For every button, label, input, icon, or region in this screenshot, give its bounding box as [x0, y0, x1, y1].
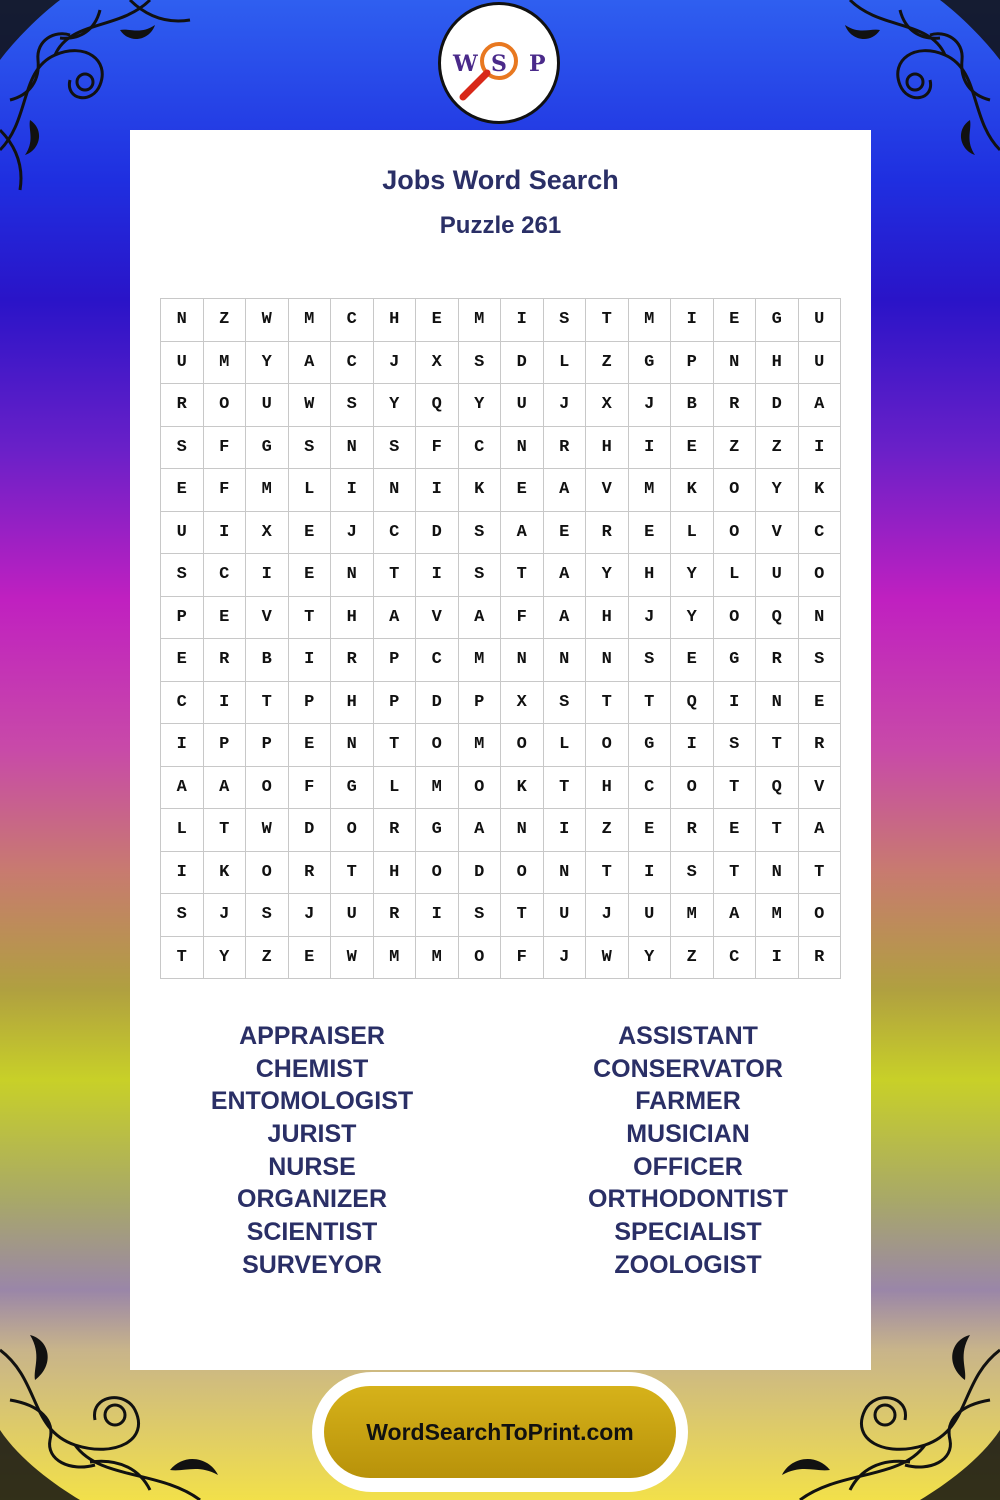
grid-cell[interactable]: T — [161, 937, 204, 980]
grid-cell[interactable]: O — [204, 384, 247, 427]
word-list-item: OFFICER — [633, 1152, 743, 1181]
grid-cell[interactable]: U — [544, 894, 587, 937]
grid-cell[interactable]: E — [204, 597, 247, 640]
grid-cell[interactable]: L — [671, 512, 714, 555]
grid-cell[interactable]: T — [714, 767, 757, 810]
grid-cell[interactable]: U — [756, 554, 799, 597]
grid-cell[interactable]: C — [331, 299, 374, 342]
grid-cell[interactable]: G — [331, 767, 374, 810]
grid-cell[interactable]: H — [374, 852, 417, 895]
grid-cell[interactable]: I — [204, 512, 247, 555]
grid-cell[interactable]: N — [331, 724, 374, 767]
grid-cell[interactable]: T — [374, 724, 417, 767]
grid-cell[interactable]: J — [289, 894, 332, 937]
grid-cell[interactable]: V — [246, 597, 289, 640]
grid-cell[interactable]: S — [331, 384, 374, 427]
grid-cell[interactable]: T — [799, 852, 842, 895]
grid-cell[interactable]: E — [501, 469, 544, 512]
grid-cell[interactable]: T — [544, 767, 587, 810]
grid-cell[interactable]: F — [501, 597, 544, 640]
grid-cell[interactable]: I — [416, 469, 459, 512]
grid-cell[interactable]: O — [586, 724, 629, 767]
word-list-item: ENTOMOLOGIST — [210, 1087, 414, 1116]
grid-cell[interactable]: N — [374, 469, 417, 512]
grid-cell[interactable]: I — [246, 554, 289, 597]
grid-cell[interactable]: I — [501, 299, 544, 342]
grid-cell[interactable]: J — [374, 342, 417, 385]
grid-cell[interactable]: D — [416, 682, 459, 725]
grid-cell[interactable]: J — [331, 512, 374, 555]
grid-cell[interactable]: I — [629, 427, 672, 470]
grid-cell[interactable]: C — [714, 937, 757, 980]
grid-cell[interactable]: H — [756, 342, 799, 385]
grid-cell[interactable]: A — [374, 597, 417, 640]
grid-cell[interactable]: W — [586, 937, 629, 980]
grid-cell[interactable]: H — [331, 682, 374, 725]
grid-cell[interactable]: W — [246, 299, 289, 342]
grid-cell[interactable]: E — [289, 512, 332, 555]
grid-cell[interactable]: T — [586, 852, 629, 895]
grid-cell[interactable]: N — [586, 639, 629, 682]
grid-cell[interactable]: R — [714, 384, 757, 427]
grid-cell[interactable]: U — [331, 894, 374, 937]
word-list-item: SPECIALIST — [614, 1218, 762, 1247]
grid-cell[interactable]: O — [416, 852, 459, 895]
grid-cell[interactable]: Y — [374, 384, 417, 427]
grid-cell[interactable]: K — [459, 469, 502, 512]
grid-cell[interactable]: A — [544, 469, 587, 512]
grid-cell[interactable]: V — [756, 512, 799, 555]
grid-cell[interactable]: Q — [756, 597, 799, 640]
grid-cell[interactable]: D — [756, 384, 799, 427]
grid-cell[interactable]: Y — [246, 342, 289, 385]
grid-cell[interactable]: S — [459, 894, 502, 937]
grid-cell[interactable]: T — [204, 809, 247, 852]
grid-cell[interactable]: N — [756, 682, 799, 725]
grid-cell[interactable]: E — [671, 427, 714, 470]
grid-cell[interactable]: R — [544, 427, 587, 470]
grid-cell[interactable]: G — [629, 342, 672, 385]
grid-cell[interactable]: Y — [629, 937, 672, 980]
grid-cell[interactable]: T — [501, 894, 544, 937]
grid-cell[interactable]: E — [714, 809, 757, 852]
word-list-item: ASSISTANT — [618, 1022, 758, 1050]
grid-cell[interactable]: S — [544, 682, 587, 725]
word-list-item: JURIST — [267, 1120, 357, 1149]
grid-cell[interactable]: L — [289, 469, 332, 512]
grid-cell[interactable]: E — [629, 512, 672, 555]
grid-cell[interactable]: J — [629, 384, 672, 427]
grid-cell[interactable]: O — [501, 852, 544, 895]
grid-cell[interactable]: Y — [671, 554, 714, 597]
grid-cell[interactable]: R — [671, 809, 714, 852]
grid-cell[interactable]: H — [586, 427, 629, 470]
grid-cell[interactable]: X — [586, 384, 629, 427]
grid-cell[interactable]: M — [204, 342, 247, 385]
grid-cell[interactable]: E — [629, 809, 672, 852]
word-list-item: CHEMIST — [255, 1054, 369, 1083]
word-list-item: CONSERVATOR — [593, 1054, 783, 1083]
grid-cell[interactable]: P — [374, 682, 417, 725]
grid-cell[interactable]: M — [671, 894, 714, 937]
grid-cell[interactable]: R — [799, 724, 842, 767]
grid-cell[interactable]: C — [204, 554, 247, 597]
grid-cell[interactable]: T — [246, 682, 289, 725]
grid-cell[interactable]: A — [459, 809, 502, 852]
grid-cell[interactable]: M — [459, 639, 502, 682]
logo-letter-s: S — [491, 51, 507, 77]
grid-cell[interactable]: I — [799, 427, 842, 470]
grid-cell[interactable]: K — [204, 852, 247, 895]
grid-cell[interactable]: X — [501, 682, 544, 725]
puzzle-number: Puzzle 261 — [439, 212, 562, 239]
grid-cell[interactable]: J — [629, 597, 672, 640]
word-list-item: APPRAISER — [239, 1022, 385, 1050]
grid-cell[interactable]: H — [586, 597, 629, 640]
grid-cell[interactable]: I — [756, 937, 799, 980]
grid-cell[interactable]: I — [204, 682, 247, 725]
grid-cell[interactable]: H — [586, 767, 629, 810]
word-list-item: ORTHODONTIST — [588, 1185, 788, 1214]
grid-cell[interactable]: U — [501, 384, 544, 427]
grid-cell[interactable]: S — [629, 639, 672, 682]
grid-cell[interactable]: R — [756, 639, 799, 682]
grid-cell[interactable]: W — [246, 809, 289, 852]
grid-cell[interactable]: G — [629, 724, 672, 767]
grid-cell[interactable]: T — [289, 597, 332, 640]
grid-cell[interactable]: J — [204, 894, 247, 937]
grid-cell[interactable]: X — [246, 512, 289, 555]
grid-cell[interactable]: I — [544, 809, 587, 852]
grid-cell[interactable]: R — [331, 639, 374, 682]
grid-cell[interactable]: C — [374, 512, 417, 555]
grid-cell[interactable]: T — [586, 682, 629, 725]
grid-cell[interactable]: M — [374, 937, 417, 980]
grid-cell[interactable]: M — [416, 937, 459, 980]
grid-cell[interactable]: V — [799, 767, 842, 810]
grid-cell[interactable]: F — [416, 427, 459, 470]
grid-cell[interactable]: Q — [671, 682, 714, 725]
grid-cell[interactable]: N — [544, 852, 587, 895]
grid-cell[interactable]: K — [799, 469, 842, 512]
puzzle-card — [130, 130, 871, 1370]
grid-cell[interactable]: H — [629, 554, 672, 597]
grid-cell[interactable]: N — [756, 852, 799, 895]
grid-cell[interactable]: L — [374, 767, 417, 810]
grid-cell[interactable]: Q — [756, 767, 799, 810]
grid-cell[interactable]: Z — [756, 427, 799, 470]
grid-cell[interactable]: S — [459, 554, 502, 597]
grid-cell[interactable]: M — [629, 299, 672, 342]
grid-cell[interactable]: Z — [714, 427, 757, 470]
grid-cell[interactable]: S — [459, 512, 502, 555]
grid-cell[interactable]: P — [204, 724, 247, 767]
grid-cell[interactable]: F — [204, 469, 247, 512]
grid-cell[interactable]: S — [374, 427, 417, 470]
grid-cell[interactable]: N — [501, 427, 544, 470]
grid-cell[interactable]: I — [629, 852, 672, 895]
grid-cell[interactable]: O — [714, 597, 757, 640]
grid-cell[interactable]: O — [671, 767, 714, 810]
grid-cell[interactable]: M — [756, 894, 799, 937]
grid-cell[interactable]: Z — [204, 299, 247, 342]
grid-cell[interactable]: I — [161, 852, 204, 895]
grid-cell[interactable]: E — [714, 299, 757, 342]
grid-cell[interactable]: N — [161, 299, 204, 342]
grid-cell[interactable]: H — [331, 597, 374, 640]
grid-cell[interactable]: N — [714, 342, 757, 385]
grid-cell[interactable]: Y — [204, 937, 247, 980]
grid-cell[interactable]: T — [714, 852, 757, 895]
grid-cell[interactable]: O — [799, 894, 842, 937]
grid-cell[interactable]: A — [799, 809, 842, 852]
word-list-item: SURVEYOR — [242, 1250, 382, 1279]
grid-cell[interactable]: A — [544, 597, 587, 640]
grid-cell[interactable]: E — [671, 639, 714, 682]
logo-letter-p: P — [529, 51, 546, 77]
grid-cell[interactable]: N — [544, 639, 587, 682]
grid-cell[interactable]: S — [459, 342, 502, 385]
logo-letter-w: W — [453, 51, 478, 77]
grid-cell[interactable]: G — [416, 809, 459, 852]
grid-cell[interactable]: T — [756, 724, 799, 767]
grid-cell[interactable]: O — [714, 512, 757, 555]
grid-cell[interactable]: T — [374, 554, 417, 597]
grid-cell[interactable]: K — [501, 767, 544, 810]
site-link[interactable]: WordSearchToPrint.com — [324, 1386, 676, 1478]
grid-cell[interactable]: M — [629, 469, 672, 512]
grid-cell[interactable]: S — [161, 894, 204, 937]
grid-cell[interactable]: O — [501, 724, 544, 767]
grid-cell[interactable]: T — [501, 554, 544, 597]
grid-cell[interactable]: Z — [586, 342, 629, 385]
grid-cell[interactable]: Z — [586, 809, 629, 852]
grid-cell[interactable]: Z — [246, 937, 289, 980]
grid-cell[interactable]: Y — [459, 384, 502, 427]
grid-cell[interactable]: P — [289, 682, 332, 725]
grid-cell[interactable]: Y — [756, 469, 799, 512]
grid-cell[interactable]: F — [204, 427, 247, 470]
grid-cell[interactable]: I — [416, 554, 459, 597]
grid-cell[interactable]: I — [714, 682, 757, 725]
word-list-item: ZOOLOGIST — [614, 1250, 762, 1279]
grid-cell[interactable]: J — [586, 894, 629, 937]
grid-cell[interactable]: M — [246, 469, 289, 512]
letter-grid — [160, 298, 841, 979]
grid-cell[interactable]: A — [459, 597, 502, 640]
grid-cell[interactable]: L — [714, 554, 757, 597]
grid-cell[interactable]: Q — [416, 384, 459, 427]
grid-cell[interactable]: T — [629, 682, 672, 725]
grid-cell[interactable]: P — [374, 639, 417, 682]
grid-cell[interactable]: G — [246, 427, 289, 470]
word-list-item: SCIENTIST — [246, 1218, 378, 1247]
grid-cell[interactable]: O — [799, 554, 842, 597]
grid-cell[interactable]: S — [246, 894, 289, 937]
grid-cell[interactable]: M — [459, 299, 502, 342]
grid-cell[interactable]: J — [544, 384, 587, 427]
grid-cell[interactable]: C — [416, 639, 459, 682]
footer-badge — [312, 1372, 688, 1492]
grid-cell[interactable]: O — [246, 852, 289, 895]
grid-cell[interactable]: F — [289, 767, 332, 810]
grid-cell[interactable]: O — [714, 469, 757, 512]
grid-cell[interactable]: M — [459, 724, 502, 767]
grid-cell[interactable]: U — [161, 512, 204, 555]
grid-cell[interactable]: E — [161, 639, 204, 682]
grid-cell[interactable]: M — [289, 299, 332, 342]
grid-cell[interactable]: N — [501, 639, 544, 682]
grid-cell[interactable]: W — [289, 384, 332, 427]
grid-cell[interactable]: C — [799, 512, 842, 555]
grid-cell[interactable]: S — [671, 852, 714, 895]
grid-cell[interactable]: T — [331, 852, 374, 895]
grid-cell[interactable]: F — [501, 937, 544, 980]
grid-cell[interactable]: L — [161, 809, 204, 852]
grid-cell[interactable]: J — [544, 937, 587, 980]
grid-cell[interactable]: A — [544, 554, 587, 597]
grid-cell[interactable]: I — [671, 724, 714, 767]
grid-cell[interactable]: C — [161, 682, 204, 725]
grid-cell[interactable]: D — [459, 852, 502, 895]
grid-cell[interactable]: O — [459, 767, 502, 810]
grid-cell[interactable]: U — [161, 342, 204, 385]
grid-cell[interactable]: R — [289, 852, 332, 895]
grid-cell[interactable]: R — [161, 384, 204, 427]
grid-cell[interactable]: B — [246, 639, 289, 682]
grid-cell[interactable]: D — [416, 512, 459, 555]
grid-cell[interactable]: W — [331, 937, 374, 980]
grid-cell[interactable]: A — [204, 767, 247, 810]
grid-cell[interactable]: Y — [586, 554, 629, 597]
grid-cell[interactable]: I — [331, 469, 374, 512]
grid-cell[interactable]: C — [331, 342, 374, 385]
grid-cell[interactable]: I — [671, 299, 714, 342]
grid-cell[interactable]: S — [289, 427, 332, 470]
grid-cell[interactable]: E — [289, 937, 332, 980]
word-list-item: MUSICIAN — [626, 1120, 750, 1149]
grid-cell[interactable]: A — [289, 342, 332, 385]
grid-cell[interactable]: P — [459, 682, 502, 725]
grid-cell[interactable]: R — [586, 512, 629, 555]
grid-cell[interactable]: V — [416, 597, 459, 640]
grid-cell[interactable]: B — [671, 384, 714, 427]
grid-cell[interactable]: E — [799, 682, 842, 725]
grid-cell[interactable]: X — [416, 342, 459, 385]
grid-cell[interactable]: N — [501, 809, 544, 852]
grid-cell[interactable]: P — [246, 724, 289, 767]
page-title: Jobs Word Search — [382, 165, 619, 195]
grid-cell[interactable]: Y — [671, 597, 714, 640]
grid-cell[interactable]: U — [246, 384, 289, 427]
grid-cell[interactable]: I — [416, 894, 459, 937]
grid-cell[interactable]: O — [416, 724, 459, 767]
grid-cell[interactable]: S — [161, 427, 204, 470]
grid-cell[interactable]: U — [629, 894, 672, 937]
grid-cell[interactable]: G — [756, 299, 799, 342]
grid-cell[interactable]: A — [161, 767, 204, 810]
grid-cell[interactable]: O — [331, 809, 374, 852]
grid-cell[interactable]: D — [289, 809, 332, 852]
site-logo[interactable] — [438, 2, 560, 124]
grid-cell[interactable]: T — [586, 299, 629, 342]
grid-cell[interactable]: C — [459, 427, 502, 470]
grid-cell[interactable]: P — [161, 597, 204, 640]
grid-cell[interactable]: L — [544, 342, 587, 385]
grid-cell[interactable]: N — [331, 427, 374, 470]
grid-cell[interactable]: S — [799, 639, 842, 682]
grid-cell[interactable]: E — [161, 469, 204, 512]
grid-cell[interactable]: G — [714, 639, 757, 682]
grid-cell[interactable]: U — [799, 342, 842, 385]
grid-cell[interactable]: O — [459, 937, 502, 980]
grid-cell[interactable]: I — [289, 639, 332, 682]
grid-cell[interactable]: E — [544, 512, 587, 555]
grid-cell[interactable]: T — [756, 809, 799, 852]
word-list-item: NURSE — [268, 1152, 356, 1181]
grid-cell[interactable]: I — [161, 724, 204, 767]
grid-cell[interactable]: R — [204, 639, 247, 682]
word-list-left-column — [130, 1020, 494, 1282]
grid-cell[interactable]: P — [671, 342, 714, 385]
grid-cell[interactable]: E — [289, 554, 332, 597]
grid-cell[interactable]: V — [586, 469, 629, 512]
word-list-item: ORGANIZER — [237, 1185, 387, 1214]
grid-cell[interactable]: A — [714, 894, 757, 937]
grid-cell[interactable]: R — [374, 894, 417, 937]
grid-cell[interactable]: L — [544, 724, 587, 767]
grid-cell[interactable]: O — [246, 767, 289, 810]
grid-cell[interactable]: C — [629, 767, 672, 810]
grid-cell[interactable]: E — [289, 724, 332, 767]
word-list-item: FARMER — [635, 1087, 741, 1116]
grid-cell[interactable]: Z — [671, 937, 714, 980]
grid-cell[interactable]: S — [161, 554, 204, 597]
grid-cell[interactable]: A — [501, 512, 544, 555]
word-list-right-column — [506, 1020, 870, 1282]
grid-cell[interactable]: U — [799, 299, 842, 342]
grid-cell[interactable]: R — [374, 809, 417, 852]
grid-cell[interactable]: N — [799, 597, 842, 640]
grid-cell[interactable]: K — [671, 469, 714, 512]
grid-cell[interactable]: H — [374, 299, 417, 342]
grid-cell[interactable]: R — [799, 937, 842, 980]
grid-cell[interactable]: N — [331, 554, 374, 597]
word-list — [130, 1020, 871, 1282]
grid-cell[interactable]: M — [416, 767, 459, 810]
grid-cell[interactable]: A — [799, 384, 842, 427]
grid-cell[interactable]: S — [544, 299, 587, 342]
grid-cell[interactable]: S — [714, 724, 757, 767]
grid-cell[interactable]: D — [501, 342, 544, 385]
grid-cell[interactable]: E — [416, 299, 459, 342]
